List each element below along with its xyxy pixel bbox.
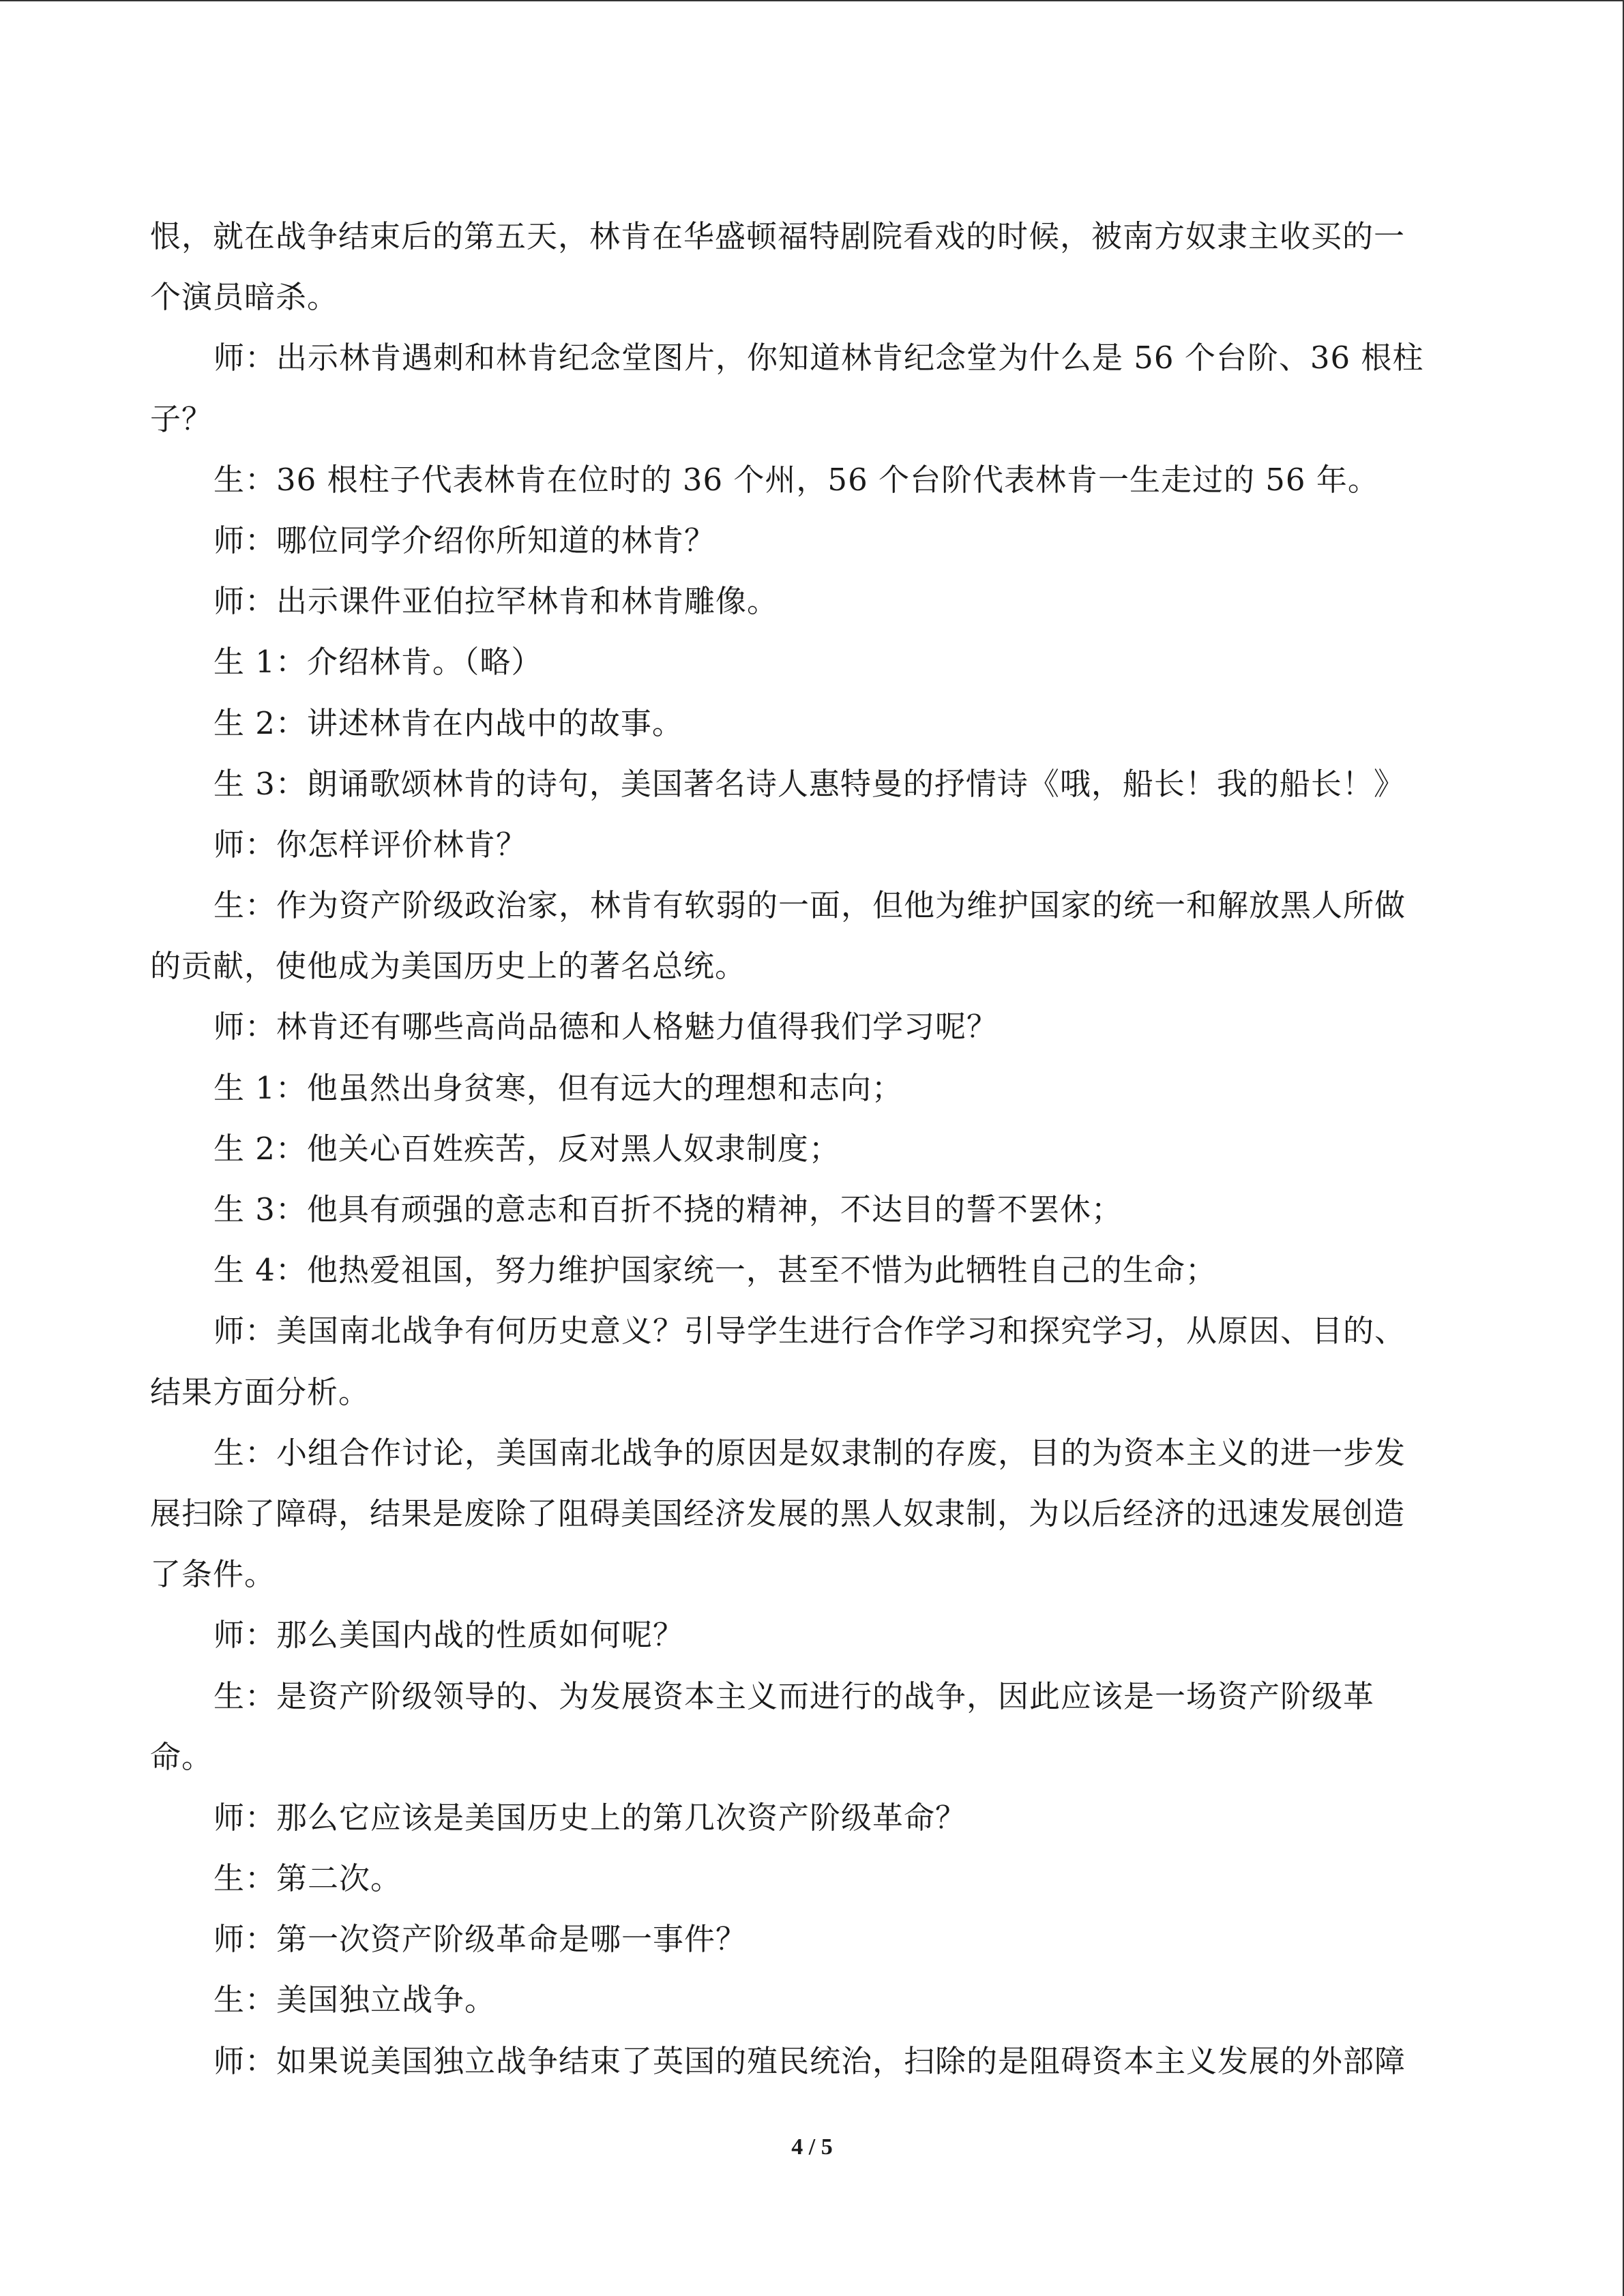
text-line: 生：小组合作讨论，美国南北战争的原因是奴隶制的存废，目的为资本主义的进一步发: [213, 1434, 1406, 1471]
text-line: 师：那么它应该是美国历史上的第几次资产阶级革命？: [213, 1799, 967, 1836]
text-line: 恨，就在战争结束后的第五天，林肯在华盛顿福特剧院看戏的时候，被南方奴隶主收买的一: [150, 218, 1406, 254]
text-line: 生 1：介绍林肯。（略）: [213, 644, 543, 681]
text-line: 生：是资产阶级领导的、为发展资本主义而进行的战争，因此应该是一场资产阶级革: [213, 1678, 1375, 1714]
text-line: 生 3：朗诵歌颂林肯的诗句，美国著名诗人惠特曼的抒情诗《哦，船长！我的船长！》: [213, 765, 1405, 802]
text-line: 师：那么美国内战的性质如何呢？: [213, 1617, 685, 1654]
text-line: 生 2：他关心百姓疾苦，反对黑人奴隶制度；: [213, 1130, 840, 1167]
text-line: 结果方面分析。: [150, 1373, 370, 1410]
text-line: 生 1：他虽然出身贫寒，但有远大的理想和志向；: [213, 1069, 903, 1106]
text-line: 师：出示林肯遇刺和林肯纪念堂图片，你知道林肯纪念堂为什么是 56 个台阶、36 根柱: [213, 340, 1424, 376]
text-line: 生：第二次。: [213, 1860, 402, 1897]
page-number: 4 / 5: [791, 2134, 833, 2160]
text-line: 师：林肯还有哪些高尚品德和人格魅力值得我们学习呢？: [213, 1009, 999, 1045]
text-line: 生：36 根柱子代表林肯在位时的 36 个州，56 个台阶代表林肯一生走过的 56 年。: [213, 461, 1379, 498]
text-line: 师：如果说美国独立战争结束了英国的殖民统治，扫除的是阻碍资本主义发展的外部障: [213, 2042, 1406, 2079]
document-body: [150, 206, 1460, 2091]
text-line: 师：出示课件亚伯拉罕林肯和林肯雕像。: [213, 583, 779, 620]
text-line: 师：美国南北战争有何历史意义？引导学生进行合作学习和探究学习，从原因、目的、: [213, 1313, 1406, 1350]
text-line: 师：你怎样评价林肯？: [213, 826, 528, 863]
text-line: 师：第一次资产阶级革命是哪一事件？: [213, 1921, 748, 1958]
text-line: 展扫除了障碍，结果是废除了阻碍美国经济发展的黑人奴隶制，为以后经济的迅速发展创造: [150, 1495, 1406, 1532]
text-line: 命。: [150, 1738, 213, 1775]
text-line: 了条件。: [150, 1556, 276, 1593]
text-line: 生：作为资产阶级政治家，林肯有软弱的一面，但他为维护国家的统一和解放黑人所做: [213, 887, 1406, 924]
text-line: 生：美国独立战争。: [213, 1982, 497, 2018]
text-line: 师：哪位同学介绍你所知道的林肯？: [213, 522, 716, 558]
text-line: 个演员暗杀。: [150, 279, 339, 316]
text-line: 子？: [150, 400, 213, 437]
text-line: 生 2：讲述林肯在内战中的故事。: [213, 704, 683, 741]
text-line: 生 4：他热爱祖国，努力维护国家统一，甚至不惜为此牺牲自己的生命；: [213, 1252, 1217, 1289]
text-line: 生 3：他具有顽强的意志和百折不挠的精神，不达目的誓不罢休；: [213, 1191, 1123, 1227]
text-line: 的贡献，使他成为美国历史上的著名总统。: [150, 948, 747, 985]
